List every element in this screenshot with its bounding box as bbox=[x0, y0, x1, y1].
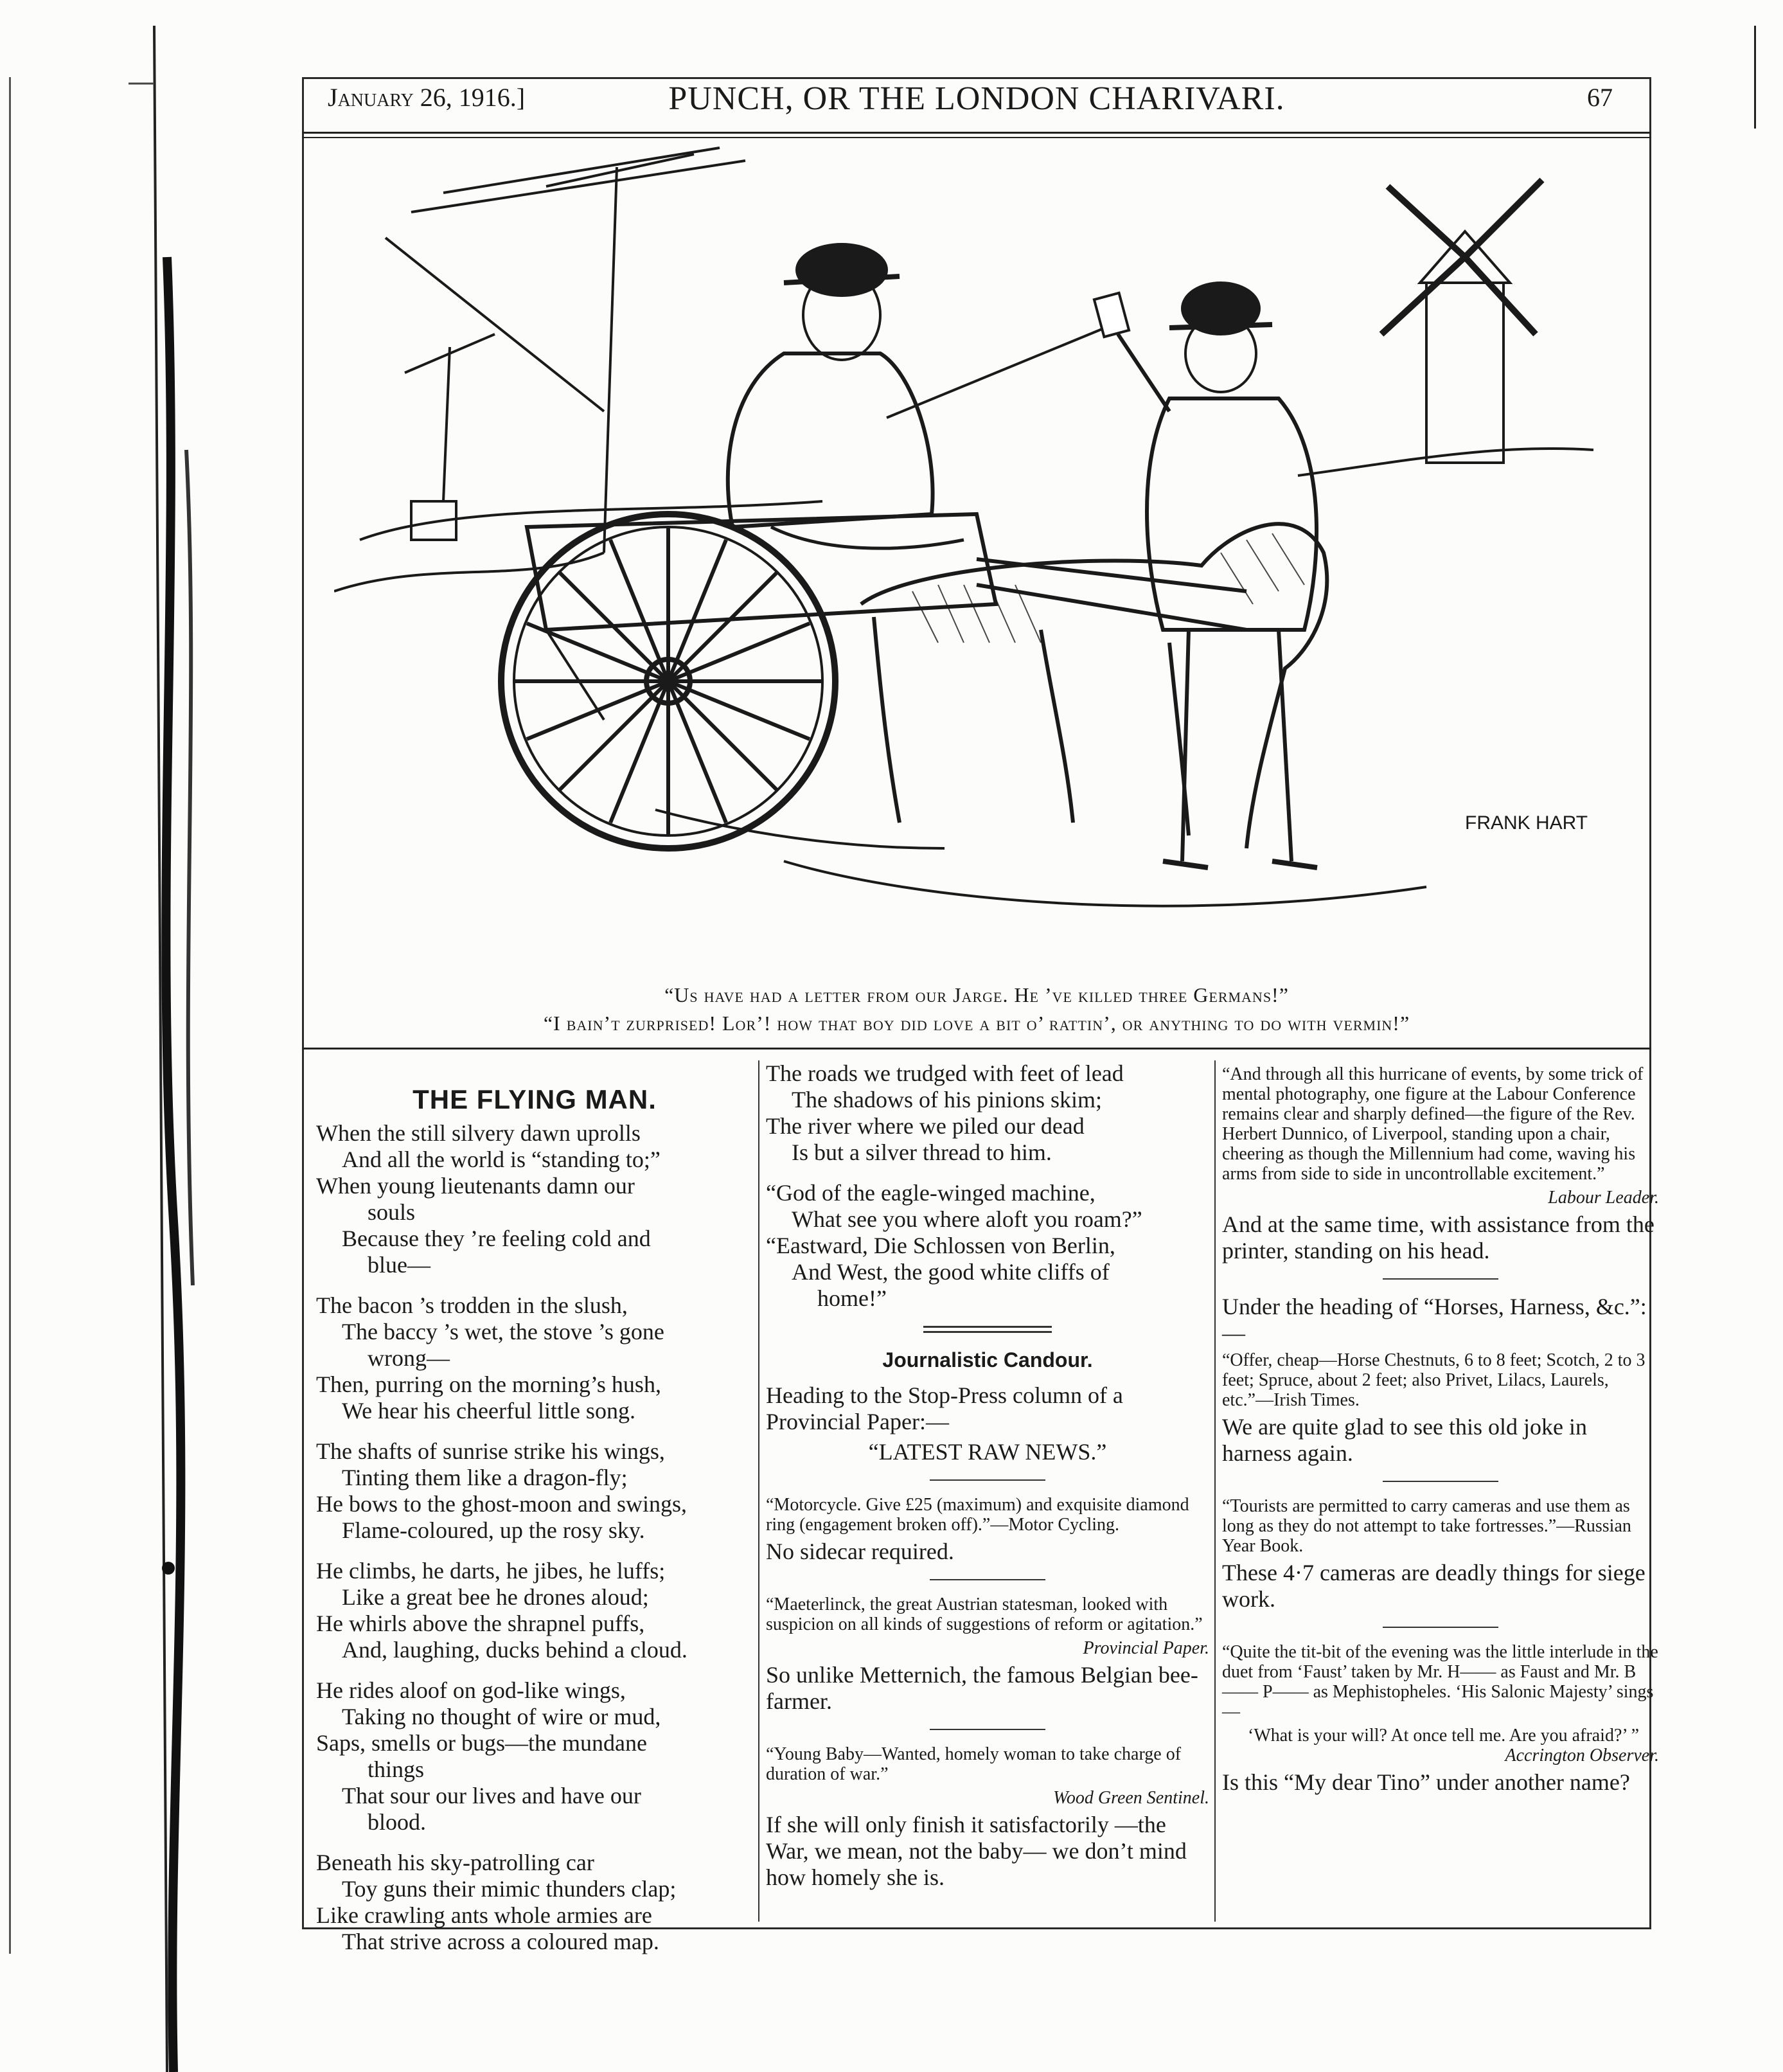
poem-stanza-5 bbox=[316, 1677, 753, 1835]
poem-line: The river where we piled our dead bbox=[766, 1113, 1085, 1139]
left-edge-line bbox=[9, 77, 11, 1954]
horses-harness-intro: Under the heading of “Horses, Harness, &c.”:— bbox=[1222, 1294, 1647, 1346]
poem-line: The shafts of sunrise strike his wings, bbox=[316, 1438, 665, 1464]
separator-rule bbox=[1383, 1481, 1498, 1482]
separator-rule bbox=[930, 1579, 1045, 1580]
artist-signature: FRANK HART bbox=[1465, 812, 1588, 834]
separator-rule bbox=[1383, 1278, 1498, 1280]
separator-rule bbox=[1383, 1627, 1498, 1628]
source-provincial-paper: Provincial Paper. bbox=[1083, 1638, 1209, 1658]
poem-line: Toy guns their mimic thunders clap; bbox=[342, 1876, 677, 1902]
page-number: 67 bbox=[1587, 83, 1613, 112]
poem-line: The baccy ’s wet, the stove ’s gone bbox=[342, 1319, 664, 1344]
cartoon-caption-line-2: “I bain’t zurprised! Lor’! how that boy did love a bit o’ rattin’, or anything to do with vermin!” bbox=[543, 1012, 1410, 1035]
quote-faust: “Quite the tit-bit of the evening was the little interlude in the duet from ‘Faust’ taken by Mr. H—— as Faust and Mr. B—— P—— as Mephistopheles. ‘His Salonic Majesty’ sings— bbox=[1222, 1642, 1658, 1722]
column-3 bbox=[1222, 1060, 1659, 1800]
column-1 bbox=[316, 1060, 753, 1969]
quote-labour-conference: “And through all this hurricane of events, by some trick of mental photography, one figure at the Labour Conference remains clear and sharply defined—the figure of the Rev. Herbert Dunnico, of Liverpool, standing upon a chair, cheering as though the Millennium had come, waving his arms from side to side in uncontrollable excitement.” bbox=[1222, 1064, 1644, 1184]
quote-tourists-cameras: “Tourists are permitted to carry cameras and use them as long as they do not attempt to take fortresses.”—Russian Year Book. bbox=[1222, 1496, 1631, 1556]
comment-maeterlinck: So unlike Metternich, the famous Belgian bee-farmer. bbox=[766, 1662, 1198, 1714]
poem-line: He bows to the ghost-moon and swings, bbox=[316, 1491, 687, 1517]
poem-line: When the still silvery dawn uprolls bbox=[316, 1120, 641, 1146]
poem-line: Saps, smells or bugs—the mundane bbox=[316, 1730, 647, 1756]
quote-faust-verse: ‘What is your will? At once tell me. Are you afraid?’ ” bbox=[1248, 1726, 1640, 1746]
poem-stanza-3 bbox=[316, 1438, 753, 1544]
comment-young-baby: If she will only finish it satisfactorily —the War, we mean, not the baby— we don’t mind how homely she is. bbox=[766, 1812, 1187, 1890]
poem-line: wrong— bbox=[368, 1345, 450, 1371]
article-title-candour: Journalistic Candour. bbox=[882, 1348, 1093, 1371]
poem-line: souls bbox=[368, 1199, 416, 1225]
poem-title: THE FLYING MAN. bbox=[412, 1084, 657, 1114]
poem-line: blood. bbox=[368, 1809, 427, 1835]
poem-stanza-7 bbox=[766, 1060, 1209, 1166]
source-labour-leader: Labour Leader. bbox=[1548, 1188, 1659, 1208]
poem-line: blue— bbox=[368, 1252, 430, 1278]
poem-line: “God of the eagle-winged machine, bbox=[766, 1180, 1096, 1206]
column-2 bbox=[766, 1060, 1209, 1895]
double-rule bbox=[923, 1326, 1052, 1333]
candour-intro: Heading to the Stop-Press column of a Provincial Paper:— bbox=[766, 1382, 1123, 1434]
separator-rule bbox=[930, 1729, 1045, 1730]
poem-line: We hear his cheerful little song. bbox=[342, 1398, 635, 1424]
cartoon-caption-line-1: “Us have had a letter from our Jarge. He ’ve killed three Germans!” bbox=[664, 983, 1289, 1006]
poem-line: Is but a silver thread to him. bbox=[792, 1139, 1052, 1165]
poem-line: home!” bbox=[817, 1285, 887, 1311]
comment-horse-chestnuts: We are quite glad to see this old joke in harness again. bbox=[1222, 1414, 1587, 1466]
caption-rule bbox=[302, 1048, 1651, 1049]
poem-line: When young lieutenants damn our bbox=[316, 1173, 635, 1199]
source-wood-green-sentinel: Wood Green Sentinel. bbox=[1053, 1788, 1209, 1808]
poem-line: And, laughing, ducks behind a cloud. bbox=[342, 1637, 687, 1663]
comment-faust: Is this “My dear Tino” under another name? bbox=[1222, 1769, 1630, 1795]
column-divider-2 bbox=[1214, 1060, 1216, 1922]
separator-rule bbox=[930, 1479, 1045, 1481]
poem-line: That sour our lives and have our bbox=[342, 1783, 641, 1809]
comment-tourists-cameras: These 4·7 cameras are deadly things for siege work. bbox=[1222, 1560, 1646, 1612]
poem-line: things bbox=[368, 1756, 425, 1782]
poem-line: Tinting them like a dragon-fly; bbox=[342, 1465, 628, 1490]
poem-stanza-2 bbox=[316, 1292, 753, 1424]
quote-young-baby: “Young Baby—Wanted, homely woman to take charge of duration of war.” bbox=[766, 1744, 1182, 1784]
poem-line: Because they ’re feeling cold and bbox=[342, 1226, 651, 1251]
poem-line: Beneath his sky-patrolling car bbox=[316, 1850, 594, 1875]
poem-line: That strive across a coloured map. bbox=[342, 1929, 659, 1954]
poem-line: Like a great bee he drones aloud; bbox=[342, 1584, 649, 1610]
header-rule-1 bbox=[302, 132, 1651, 134]
poem-line: Then, purring on the morning’s hush, bbox=[316, 1371, 661, 1397]
quote-maeterlinck: “Maeterlinck, the great Austrian statesman, looked with suspicion on all kinds of suggestions of reform or agitation.” bbox=[766, 1594, 1203, 1634]
right-edge-line bbox=[1754, 26, 1756, 129]
header-rule-2 bbox=[302, 137, 1651, 138]
poem-stanza-6 bbox=[316, 1850, 753, 1955]
comment-motorcycle: No sidecar required. bbox=[766, 1539, 954, 1564]
poem-line: Taking no thought of wire or mud, bbox=[342, 1704, 661, 1729]
binding-edge-marks bbox=[129, 0, 270, 2072]
poem-stanza-4 bbox=[316, 1558, 753, 1663]
poem-stanza-1 bbox=[316, 1120, 753, 1278]
poem-line: Like crawling ants whole armies are bbox=[316, 1902, 652, 1928]
quote-motorcycle: “Motorcycle. Give £25 (maximum) and exquisite diamond ring (engagement broken off).”—Motor Cycling. bbox=[766, 1495, 1189, 1535]
poem-line: The bacon ’s trodden in the slush, bbox=[316, 1292, 628, 1318]
poem-line: He whirls above the shrapnel puffs, bbox=[316, 1611, 645, 1636]
poem-line: And all the world is “standing to;” bbox=[342, 1147, 661, 1172]
poem-line: “Eastward, Die Schlossen von Berlin, bbox=[766, 1233, 1115, 1258]
poem-line: He rides aloof on god-like wings, bbox=[316, 1677, 626, 1703]
issue-date: January 26, 1916.] bbox=[328, 83, 526, 112]
poem-line: Flame-coloured, up the rosy sky. bbox=[342, 1517, 645, 1543]
poem-line: The roads we trudged with feet of lead bbox=[766, 1060, 1124, 1086]
comment-labour-conference: And at the same time, with assistance from the printer, standing on his head. bbox=[1222, 1211, 1654, 1264]
source-accrington-observer: Accrington Observer. bbox=[1505, 1746, 1659, 1765]
poem-line: The shadows of his pinions skim; bbox=[792, 1087, 1102, 1112]
publication-title: PUNCH, OR THE LONDON CHARIVARI. bbox=[668, 80, 1285, 117]
column-divider-1 bbox=[758, 1060, 759, 1922]
candour-headline: “LATEST RAW NEWS.” bbox=[868, 1439, 1107, 1465]
poem-line: He climbs, he darts, he jibes, he luffs; bbox=[316, 1558, 666, 1584]
poem-stanza-8 bbox=[766, 1180, 1209, 1312]
poem-line: And West, the good white cliffs of bbox=[792, 1259, 1110, 1285]
poem-line: What see you where aloft you roam?” bbox=[792, 1206, 1142, 1232]
page-header bbox=[302, 82, 1651, 127]
quote-horse-chestnuts: “Offer, cheap—Horse Chestnuts, 6 to 8 feet; Scotch, 2 to 3 feet; Spruce, about 2 feet; also Privet, Lilacs, Laurels, etc.”—Irish Times. bbox=[1222, 1350, 1646, 1410]
cartoon-illustration bbox=[334, 141, 1619, 977]
